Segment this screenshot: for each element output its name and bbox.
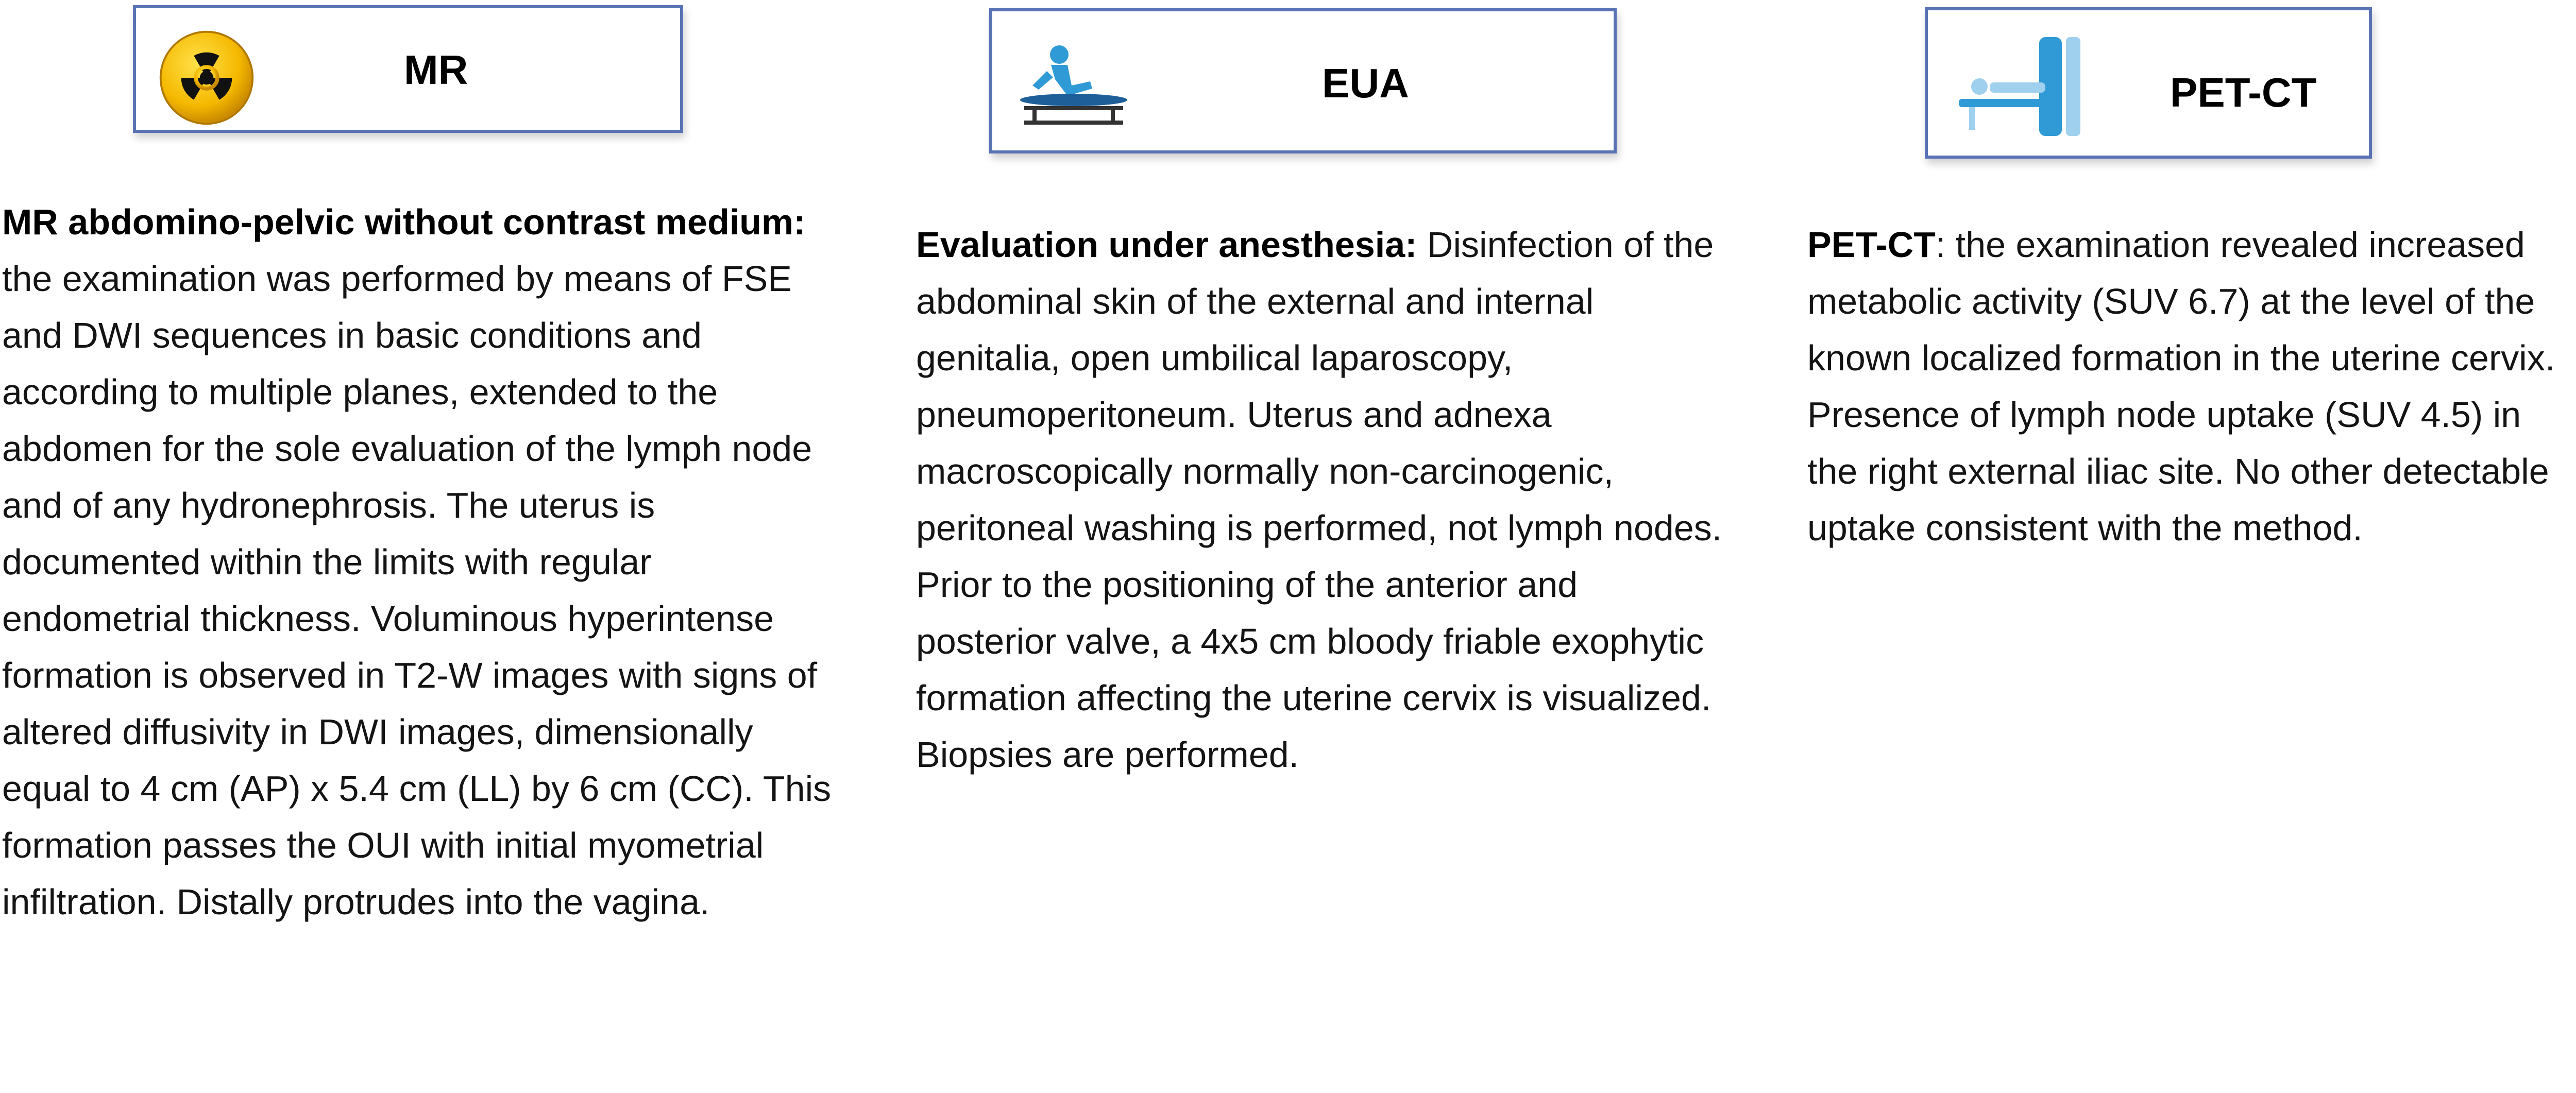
eua-body: Disinfection of the abdominal skin of the external and internal genitalia, open umbilical laparoscopy, pneumoperitoneum. Uterus and adnexa macroscopically normally non-carcinogenic, peritoneal washing is performed, not lymph nodes. Prior to the positioning of the anterior and posterior valve, a 4x5 cm bloody friable exophytic formation affecting the uterine cervix is visualized. Biopsies are performed. bbox=[916, 225, 1722, 775]
mr-body: the examination was performed by means of FSE and DWI sequences in basic conditions and according to multiple planes, extended to the abdomen for the sole evaluation of the lymph node and of any hydronephrosis. The uterus is documented within the limits with regular endometrial thickness. Voluminous hyperintense formation is observed in T2-W images with signs of altered diffusivity in DWI images, dimensionally equal to 4 cm (AP) x 5.4 cm (LL) by 6 cm (CC). This formation passes the OUI with initial myometrial infiltration. Distally protrudes into the vagina. bbox=[2, 259, 832, 922]
patient-on-table-icon bbox=[1010, 40, 1139, 133]
eua-header-label: EUA bbox=[1322, 60, 1409, 106]
eua-lead: Evaluation under anesthesia: bbox=[916, 225, 1417, 265]
eua-header-box bbox=[989, 8, 1617, 153]
mr-lead: MR abdomino-pelvic without contrast medium: bbox=[2, 202, 806, 242]
pet-body: : the examination revealed increased metabolic activity (SUV 6.7) at the level of the known localized formation in the uterine cervix. Presence of lymph node uptake (SUV 4.5) in the right external iliac site. No other detectable uptake consistent with the method. bbox=[1807, 225, 2555, 548]
pet-lead: PET-CT bbox=[1807, 225, 1936, 265]
pet-header-box bbox=[1925, 7, 2372, 159]
eua-description bbox=[916, 216, 1725, 783]
mr-header-label: MR bbox=[404, 47, 468, 93]
pet-description bbox=[1807, 216, 2576, 556]
mr-description bbox=[2, 194, 837, 930]
mr-header-box bbox=[133, 5, 683, 133]
radiation-icon bbox=[158, 29, 256, 127]
pet-header-label: PET-CT bbox=[2170, 70, 2317, 115]
scanner-icon bbox=[1948, 31, 2098, 144]
